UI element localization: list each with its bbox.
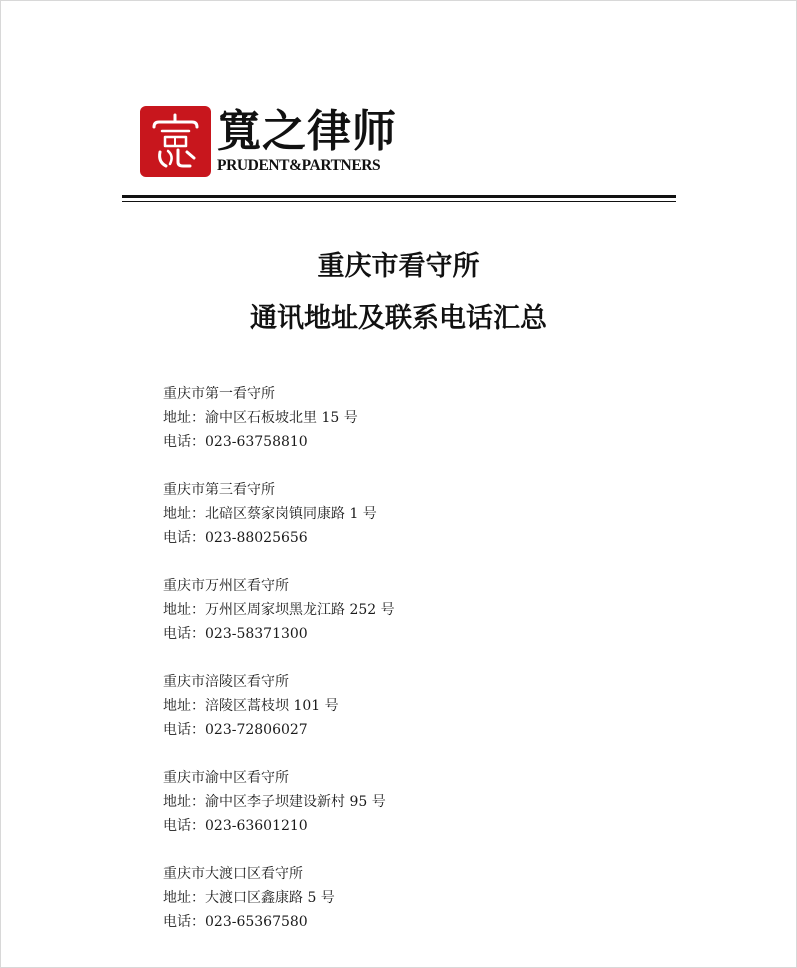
center-address: 地址：万州区周家坝黑龙江路 252 号 [163, 602, 395, 618]
header-rule-thin [122, 201, 676, 202]
header-rule-thick [122, 195, 676, 198]
detention-center-list [163, 382, 723, 958]
center-address: 地址：北碚区蔡家岗镇同康路 1 号 [163, 506, 377, 522]
center-address: 地址：渝中区石板坡北里 15 号 [163, 410, 358, 426]
center-name: 重庆市万州区看守所 [163, 578, 289, 594]
firm-logo [140, 106, 397, 177]
doc-title-line1: 重庆市看守所 [317, 251, 480, 282]
center-address: 地址：大渡口区鑫康路 5 号 [163, 890, 335, 906]
center-phone: 电话：023-63758810 [163, 434, 308, 450]
firm-name-cn: 寬之律师 [217, 106, 397, 157]
center-phone: 电话：023-65367580 [163, 914, 308, 930]
list-item [163, 382, 723, 478]
list-item [163, 670, 723, 766]
center-address: 地址：涪陵区蒿枝坝 101 号 [163, 698, 339, 714]
center-name: 重庆市第一看守所 [163, 386, 275, 402]
list-item [163, 862, 723, 958]
center-name: 重庆市第三看守所 [163, 482, 275, 498]
center-phone: 电话：023-63601210 [163, 818, 308, 834]
list-item [163, 574, 723, 670]
center-phone: 电话：023-88025656 [163, 530, 308, 546]
center-phone: 电话：023-58371300 [163, 626, 308, 642]
list-item [163, 766, 723, 862]
center-address: 地址：渝中区李子坝建设新村 95 号 [163, 794, 386, 810]
center-name: 重庆市涪陵区看守所 [163, 674, 289, 690]
firm-name-en: PRUDENT&PARTNERS [217, 157, 381, 174]
seal-icon [140, 106, 211, 177]
center-phone: 电话：023-72806027 [163, 722, 308, 738]
center-name: 重庆市大渡口区看守所 [163, 866, 303, 882]
doc-title-line2: 通讯地址及联系电话汇总 [250, 303, 547, 334]
center-name: 重庆市渝中区看守所 [163, 770, 289, 786]
list-item [163, 478, 723, 574]
